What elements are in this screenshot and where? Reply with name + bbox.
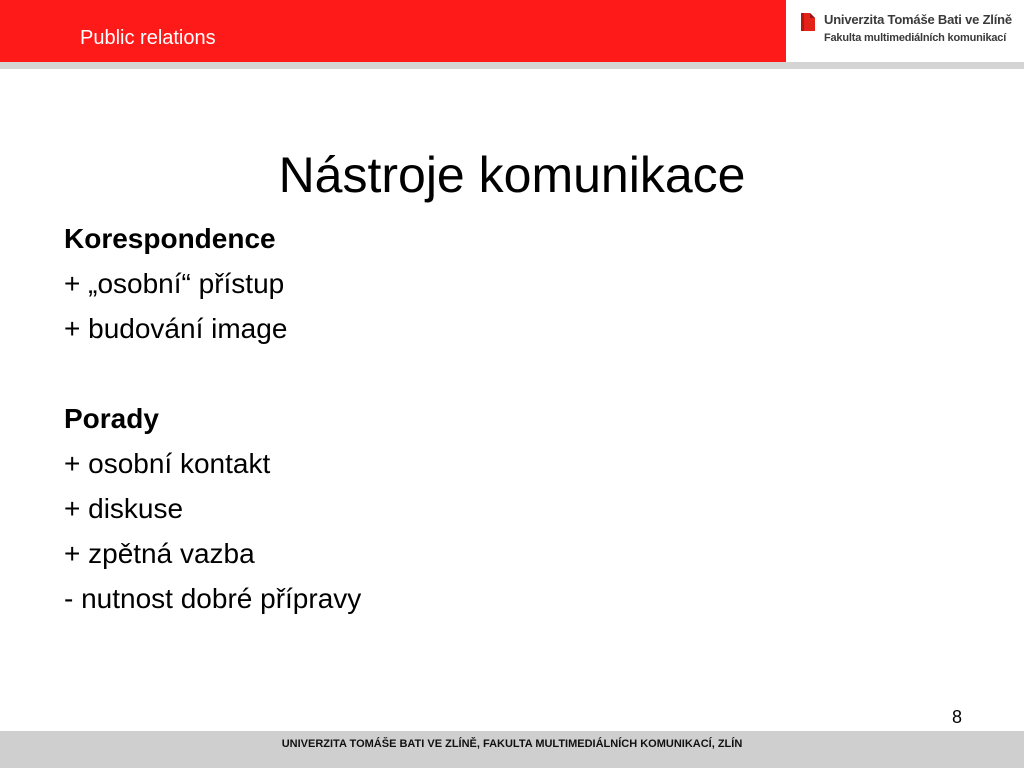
page-number: 8 (951, 707, 962, 727)
bullet-item: + „osobní“ přístup (64, 268, 285, 299)
logo-university-name: Univerzita Tomáše Bati ve Zlíně (824, 12, 1012, 27)
bullet-item: + budování image (64, 313, 288, 344)
bullet-item: + zpětná vazba (64, 538, 255, 569)
bullet-item: + osobní kontakt (64, 448, 271, 479)
header-title: Public relations (80, 27, 216, 49)
header-divider (0, 62, 1024, 69)
section-heading-korespondence: Korespondence (64, 223, 276, 254)
bullet-item: - nutnost dobré přípravy (64, 583, 362, 614)
section-spacer (64, 351, 924, 396)
logo-faculty-name: Fakulta multimediálních komunikací (824, 32, 1007, 44)
footer-text: UNIVERZITA TOMÁŠE BATI VE ZLÍNĚ, FAKULTA MULTIMEDIÁLNÍCH KOMUNIKACÍ, ZLÍN (281, 738, 743, 750)
university-book-logo-icon (799, 12, 817, 32)
slide-content (64, 216, 924, 621)
bullet-item: + diskuse (64, 493, 184, 524)
slide-title: Nástroje komunikace (278, 147, 746, 203)
section-heading-porady: Porady (64, 403, 159, 434)
